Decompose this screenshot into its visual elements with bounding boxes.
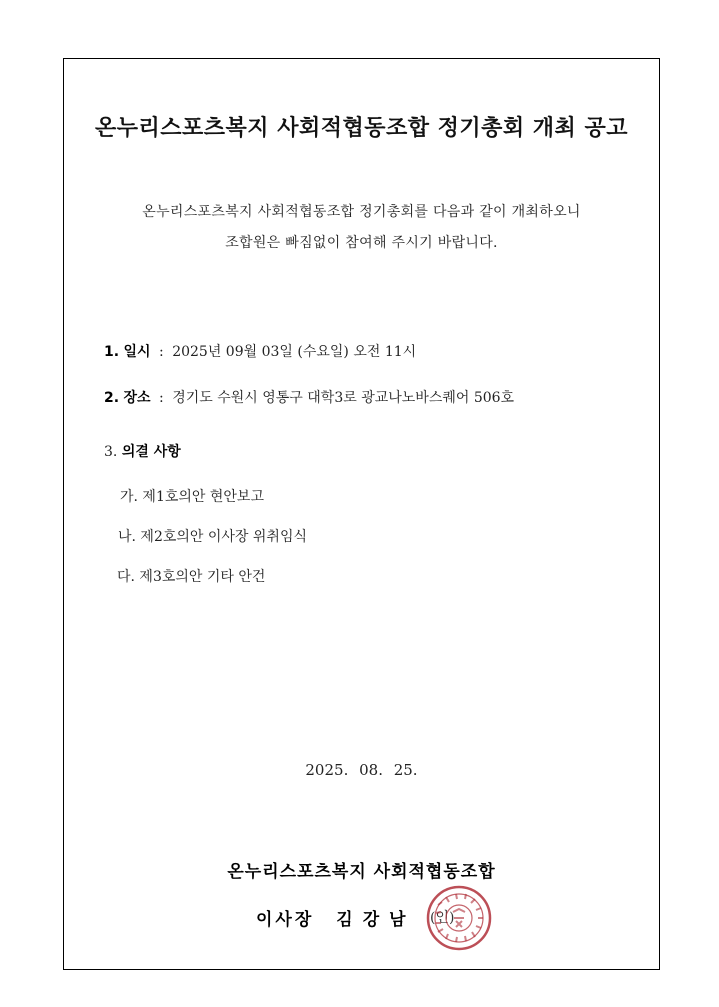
item-location <box>104 387 514 407</box>
agenda-item-1: 가. 제1호의안 현안보고 <box>120 489 264 505</box>
item-colon: : <box>159 390 164 406</box>
intro-text <box>64 197 659 259</box>
item-label: 장소 <box>123 390 151 406</box>
item-number: 2. <box>104 390 120 406</box>
item-value: 2025년 09월 03일 (수요일) 오전 11시 <box>172 344 417 360</box>
notice-date: 2025. 08. 25. <box>305 761 418 779</box>
chairman-title: 이사장 <box>256 910 315 930</box>
item-number: 3. <box>104 444 118 460</box>
item-datetime <box>104 341 416 361</box>
agenda-item-2: 나. 제2호의안 이사장 위취임식 <box>118 529 307 545</box>
intro-line-2: 조합원은 빠짐없이 참여해 주시기 바랍니다. <box>225 235 498 251</box>
chairman-name: 김강남 <box>336 910 416 930</box>
seal-placeholder: (인) <box>430 910 455 926</box>
item-colon: : <box>159 344 164 360</box>
item-agenda-heading <box>104 441 181 461</box>
item-label: 일시 <box>123 344 151 360</box>
official-seal-icon <box>426 885 492 951</box>
intro-line-1: 온누리스포츠복지 사회적협동조합 정기총회를 다음과 같이 개최하오니 <box>142 204 581 220</box>
item-value: 경기도 수원시 영통구 대학3로 광교나노바스퀘어 506호 <box>172 390 515 406</box>
item-label: 의결 사항 <box>121 444 181 460</box>
organization-name: 온누리스포츠복지 사회적협동조합 <box>227 862 496 882</box>
item-number: 1. <box>104 344 120 360</box>
notice-frame <box>63 58 660 970</box>
agenda-item-3: 다. 제3호의안 기타 안건 <box>117 569 266 585</box>
notice-title: 온누리스포츠복지 사회적협동조합 정기총회 개최 공고 <box>95 116 628 141</box>
chairman-signature-line <box>256 905 416 930</box>
